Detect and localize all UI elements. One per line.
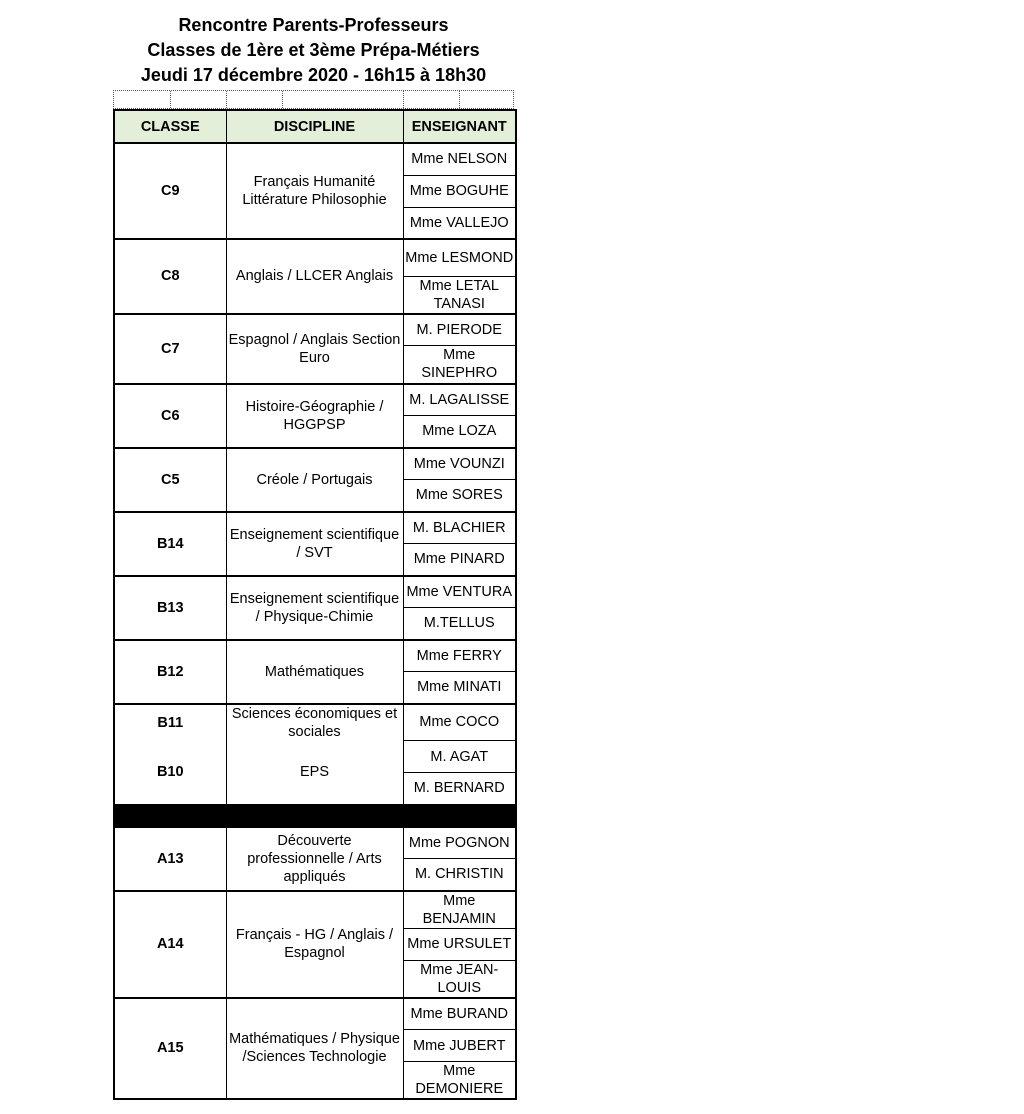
classe-cell: B14: [114, 512, 226, 576]
discipline-cell: Anglais / LLCER Anglais: [226, 239, 403, 314]
table-header-row: [114, 110, 516, 143]
empty-grid-row: [113, 90, 514, 109]
discipline-cell: Enseignement scientifique / SVT: [226, 512, 403, 576]
teacher-cell: Mme DEMONIERE: [403, 1062, 516, 1100]
classe-cell: C9: [114, 143, 226, 239]
classe-cell: C8: [114, 239, 226, 314]
teacher-cell: Mme MINATI: [403, 672, 516, 704]
table-row: [114, 741, 516, 773]
teacher-cell: Mme LESMOND: [403, 239, 516, 276]
classe-cell: B10: [114, 741, 226, 805]
teacher-cell: Mme BOGUHE: [403, 175, 516, 207]
classe-cell: C7: [114, 314, 226, 384]
table-row: [114, 239, 516, 276]
table-row: [114, 512, 516, 544]
teacher-cell: Mme URSULET: [403, 928, 516, 960]
event-date: Jeudi 17 décembre 2020 - 16h15 à 18h30: [140, 65, 487, 85]
table-row: [114, 640, 516, 672]
teacher-cell: Mme BURAND: [403, 998, 516, 1030]
teacher-cell: M. BLACHIER: [403, 512, 516, 544]
classe-cell: A14: [114, 891, 226, 998]
page-title: Rencontre Parents-Professeurs: [178, 15, 449, 35]
separator-bar: [114, 805, 516, 827]
teacher-cell: Mme LETAL TANASI: [403, 276, 516, 314]
classe-cell: A15: [114, 998, 226, 1100]
table-row: [114, 448, 516, 480]
classe-cell: B11: [114, 704, 226, 741]
discipline-cell: Français - HG / Anglais / Espagnol: [226, 891, 403, 998]
schedule-table: [113, 109, 517, 1100]
column-header-discipline: DISCIPLINE: [226, 110, 403, 143]
column-header-enseignant: ENSEIGNANT: [403, 110, 516, 143]
discipline-cell: Enseignement scientifique / Physique-Chimie: [226, 576, 403, 640]
teacher-cell: Mme VENTURA: [403, 576, 516, 608]
page-subtitle: Classes de 1ère et 3ème Prépa-Métiers: [147, 40, 480, 60]
discipline-cell: Mathématiques / Physique /Sciences Technologie: [226, 998, 403, 1100]
teacher-cell: Mme JUBERT: [403, 1030, 516, 1062]
teacher-cell: Mme SORES: [403, 480, 516, 512]
teacher-cell: M. PIERODE: [403, 314, 516, 346]
discipline-cell: EPS: [226, 741, 403, 805]
table-row: [114, 143, 516, 175]
column-header-classe: CLASSE: [114, 110, 226, 143]
discipline-cell: Français Humanité Littérature Philosophie: [226, 143, 403, 239]
teacher-cell: M. LAGALISSE: [403, 384, 516, 416]
table-row: [114, 704, 516, 741]
classe-cell: C5: [114, 448, 226, 512]
discipline-cell: Découverte professionnelle / Arts appliqués: [226, 827, 403, 891]
table-row: [114, 998, 516, 1030]
table-row: [114, 891, 516, 929]
table-row: [114, 384, 516, 416]
teacher-cell: Mme COCO: [403, 704, 516, 741]
teacher-cell: Mme VOUNZI: [403, 448, 516, 480]
table-row: [114, 314, 516, 346]
table-row: [114, 827, 516, 859]
teacher-cell: Mme LOZA: [403, 416, 516, 448]
classe-cell: A13: [114, 827, 226, 891]
teacher-cell: M. BERNARD: [403, 773, 516, 805]
teacher-cell: Mme SINEPHRO: [403, 346, 516, 384]
discipline-cell: Créole / Portugais: [226, 448, 403, 512]
teacher-cell: M. AGAT: [403, 741, 516, 773]
discipline-cell: Histoire-Géographie / HGGPSP: [226, 384, 403, 448]
classe-cell: B12: [114, 640, 226, 704]
teacher-cell: Mme JEAN-LOUIS: [403, 960, 516, 998]
classe-cell: C6: [114, 384, 226, 448]
discipline-cell: Sciences économiques et sociales: [226, 704, 403, 741]
teacher-cell: M.TELLUS: [403, 608, 516, 640]
teacher-cell: Mme FERRY: [403, 640, 516, 672]
teacher-cell: Mme POGNON: [403, 827, 516, 859]
table-row: [114, 576, 516, 608]
teacher-cell: Mme PINARD: [403, 544, 516, 576]
discipline-cell: Mathématiques: [226, 640, 403, 704]
classe-cell: B13: [114, 576, 226, 640]
teacher-cell: Mme BENJAMIN: [403, 891, 516, 929]
discipline-cell: Espagnol / Anglais Section Euro: [226, 314, 403, 384]
teacher-cell: Mme VALLEJO: [403, 207, 516, 239]
teacher-cell: M. CHRISTIN: [403, 859, 516, 891]
teacher-cell: Mme NELSON: [403, 143, 516, 175]
